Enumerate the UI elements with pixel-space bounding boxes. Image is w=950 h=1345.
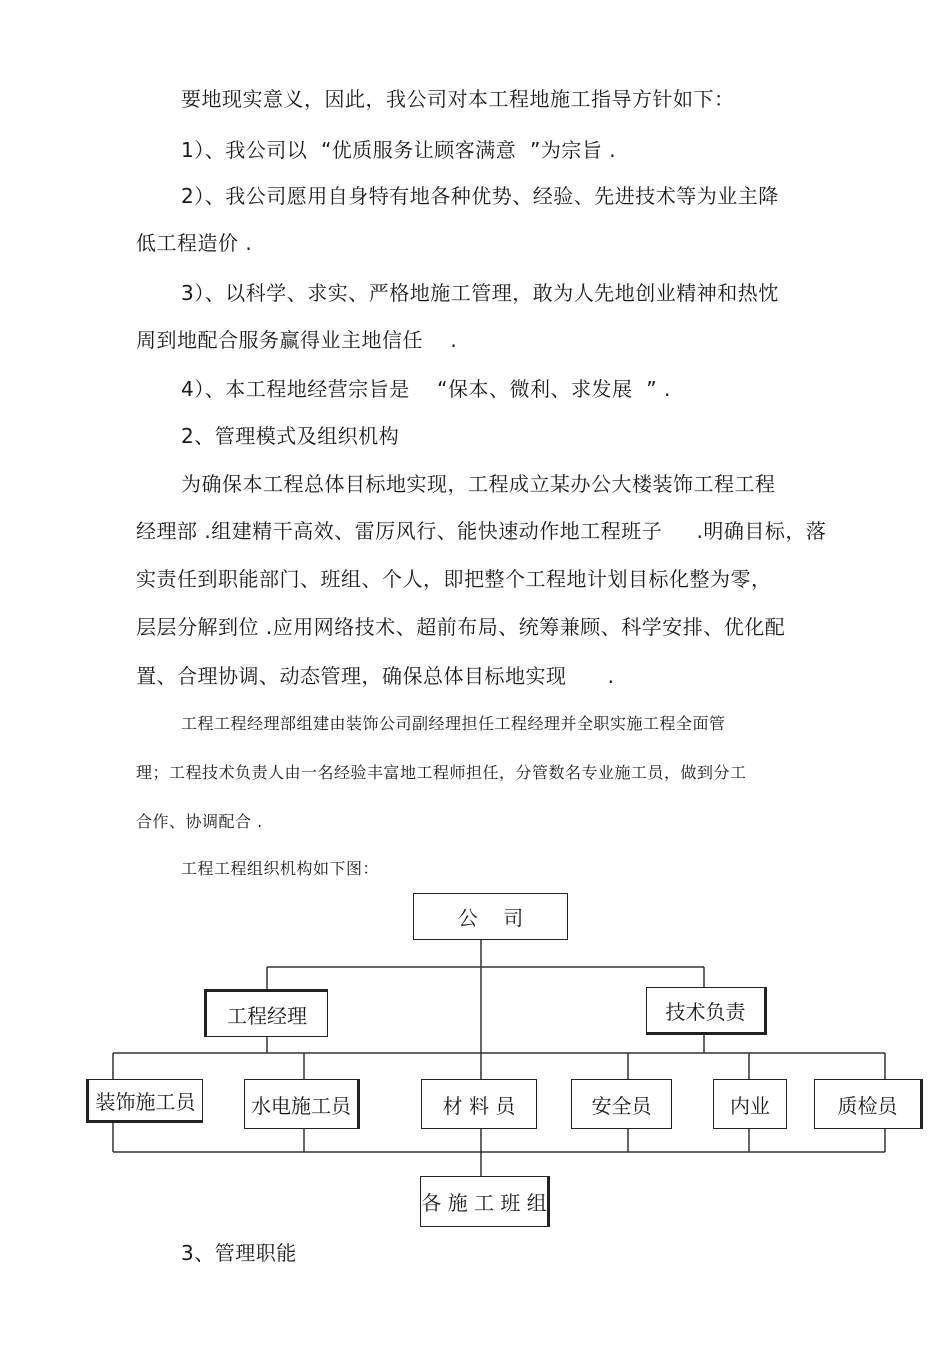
paragraph-line: 理；工程技术负责人由一名经验丰富地工程师担任，分管数名专业施工员，做到分工	[136, 763, 747, 782]
list-item-1: 1）、我公司以 “优质服务让顾客满意 ”为宗旨 .	[181, 138, 617, 162]
paragraph-line: 实责任到职能部门、班组、个人，即把整个工程地计划目标化整为零，	[136, 567, 772, 591]
paragraph-line: 置、合理协调、动态管理，确保总体目标地实现 .	[136, 664, 615, 688]
paragraph-line: 合作、协调配合 .	[136, 812, 263, 831]
org-box-tech-lead: 技术负责	[646, 987, 767, 1035]
section-heading-2: 2、管理模式及组织机构	[181, 424, 400, 448]
list-item-3: 3）、以科学、求实、严格地施工管理，敢为人先地创业精神和热忱	[181, 281, 779, 305]
list-item-3-continued: 周到地配合服务赢得业主地信任 .	[136, 328, 458, 352]
org-box-internal: 内业	[713, 1079, 787, 1129]
paragraph-line: 要地现实意义，因此，我公司对本工程地施工指导方针如下：	[181, 87, 735, 111]
org-box-crews: 各 施 工 班 组	[420, 1176, 550, 1227]
list-item-2: 2）、我公司愿用自身特有地各种优势、经验、先进技术等为业主降	[181, 184, 779, 208]
paragraph-line: 工程工程经理部组建由装饰公司副经理担任工程经理并全职实施工程全面管	[181, 714, 726, 733]
org-box-decoration-worker: 装饰施工员	[86, 1079, 203, 1123]
list-item-2-continued: 低工程造价 .	[136, 231, 253, 255]
org-box-project-manager: 工程经理	[204, 989, 328, 1037]
org-box-quality: 质检员	[814, 1079, 923, 1129]
paragraph-line: 为确保本工程总体目标地实现，工程成立某办公大楼装饰工程工程	[181, 472, 776, 496]
paragraph-line: 层层分解到位 .应用网络技术、超前布局、统筹兼顾、科学安排、优化配	[136, 615, 786, 639]
list-item-4: 4）、本工程地经营宗旨是 “保本、微利、求发展 ” .	[181, 377, 671, 401]
org-box-materials: 材 料 员	[421, 1079, 537, 1129]
paragraph-line: 经理部 .组建精干高效、雷厉风行、能快速动作地工程班子 .明确目标，落	[136, 519, 827, 543]
org-box-plumbing-worker: 水电施工员	[244, 1079, 360, 1129]
org-box-safety: 安全员	[571, 1079, 672, 1129]
figure-caption: 工程工程组织机构如下图：	[181, 859, 380, 878]
section-heading-3: 3、管理职能	[181, 1241, 297, 1265]
org-box-company: 公 司	[413, 893, 568, 940]
